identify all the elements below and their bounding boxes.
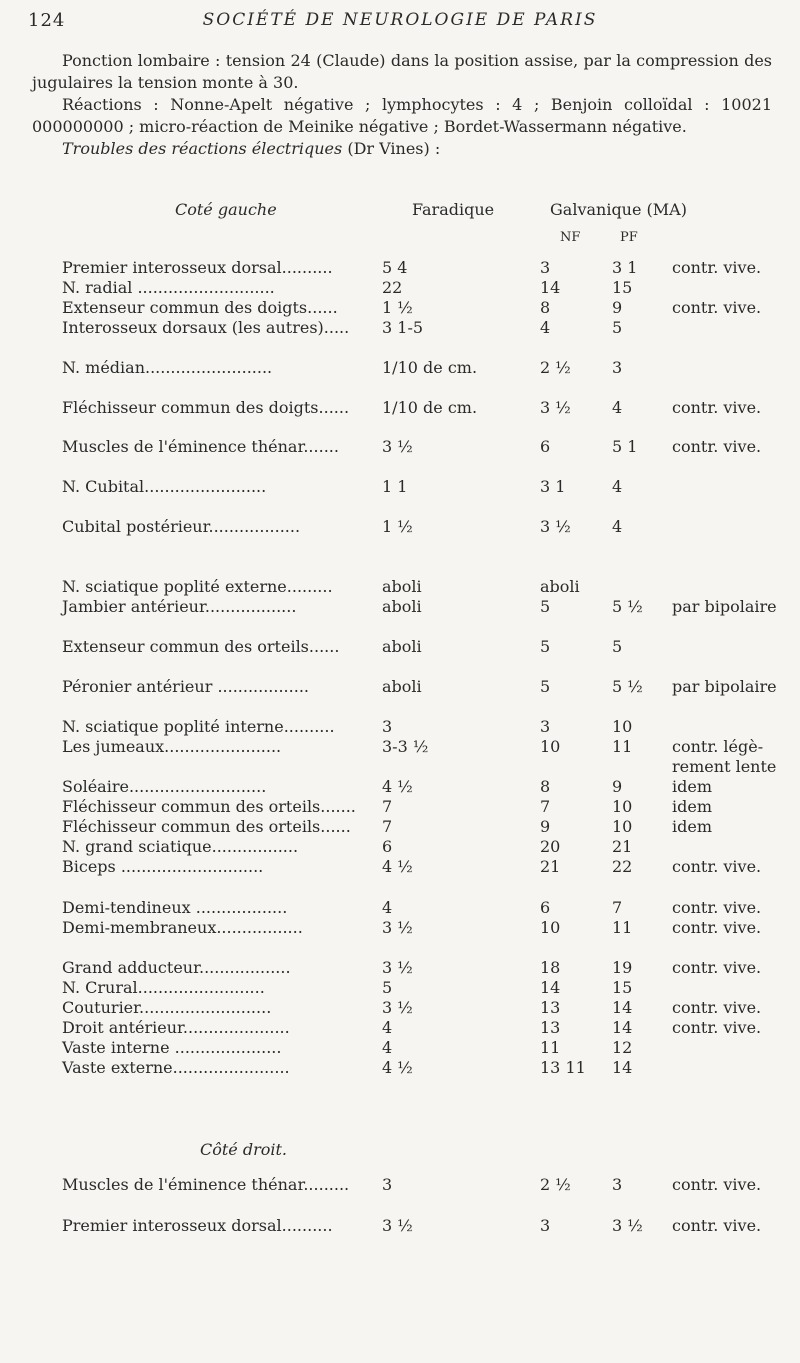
cell-label: N. sciatique poplité interne.......... — [62, 717, 335, 736]
cell-label: N. Cubital........................ — [62, 477, 267, 496]
cell-label: Extenseur commun des doigts...... — [62, 298, 338, 317]
cell-nf: 10 — [540, 737, 561, 756]
cell-nf: 2 ½ — [540, 1175, 571, 1194]
cell-note: rement lente — [672, 757, 777, 776]
cell-nf: 11 — [540, 1038, 561, 1057]
table-row — [0, 437, 800, 457]
table-row — [0, 258, 800, 278]
cell-pf: 3 1 — [612, 258, 638, 277]
cell-pf: 22 — [612, 857, 633, 876]
cell-nf: 7 — [540, 797, 551, 816]
cell-label: Droit antérieur..................... — [62, 1018, 290, 1037]
cell-label: Muscles de l'éminence thénar....... — [62, 437, 339, 456]
cell-nf: 13 — [540, 1018, 561, 1037]
cell-note: contr. vive. — [672, 898, 762, 917]
cell-label: Extenseur commun des orteils...... — [62, 637, 340, 656]
cell-pf: 5 — [612, 637, 623, 656]
cell-label: Fléchisseur commun des orteils....... — [62, 797, 356, 816]
cell-pf: 11 — [612, 918, 633, 937]
table-row — [0, 1038, 800, 1058]
table-row — [0, 797, 800, 817]
cell-pf: 4 — [612, 477, 623, 496]
cell-label: Biceps ............................ — [62, 857, 264, 876]
cell-nf: 14 — [540, 278, 561, 297]
cell-label: Fléchisseur commun des orteils...... — [62, 817, 351, 836]
cell-pf: 21 — [612, 837, 633, 856]
cell-label: Les jumeaux....................... — [62, 737, 282, 756]
cell-far: 3-3 ½ — [382, 737, 429, 756]
cell-pf: 15 — [612, 278, 633, 297]
intro-paragraph-3 — [32, 138, 772, 160]
cell-pf: 4 — [612, 398, 623, 417]
cell-far: 3 — [382, 1175, 393, 1194]
running-title: SOCIÉTÉ DE NEUROLOGIE DE PARIS — [202, 10, 598, 30]
cell-far: 4 — [382, 1038, 393, 1057]
cell-label: N. sciatique poplité externe......... — [62, 577, 333, 596]
cell-pf: 9 — [612, 298, 623, 317]
cell-nf: 13 11 — [540, 1058, 586, 1077]
cell-note: contr. vive. — [672, 258, 762, 277]
cell-far: 3 ½ — [382, 998, 413, 1017]
table-row — [0, 737, 800, 757]
cell-pf: 19 — [612, 958, 633, 977]
cell-label: Fléchisseur commun des doigts...... — [62, 398, 350, 417]
cell-far: 3 ½ — [382, 437, 413, 456]
cell-label: Jambier antérieur.................. — [62, 597, 297, 616]
cell-nf: 8 — [540, 777, 551, 796]
cell-pf: 14 — [612, 1018, 633, 1037]
cell-far: 3 ½ — [382, 1216, 413, 1235]
cell-label: Interosseux dorsaux (les autres)..... — [62, 318, 350, 337]
table-row — [0, 918, 800, 938]
cell-nf: 3 — [540, 717, 551, 736]
cell-nf: 6 — [540, 898, 551, 917]
cell-nf: 3 — [540, 258, 551, 277]
cell-pf: 11 — [612, 737, 633, 756]
cell-nf: 6 — [540, 437, 551, 456]
cell-far: 1 ½ — [382, 298, 413, 317]
cell-pf: 7 — [612, 898, 623, 917]
intro-italic-heading: Troubles des réactions électriques — [62, 139, 343, 158]
intro-paragraph-1: Ponction lombaire : tension 24 (Claude) dans la position assise, par la compression des jugulaires la tension monte à 30. — [32, 51, 772, 92]
cell-pf: 14 — [612, 998, 633, 1017]
cell-nf: 14 — [540, 978, 561, 997]
cell-nf: 13 — [540, 998, 561, 1017]
cell-label: Vaste externe....................... — [62, 1058, 290, 1077]
cell-label: Soléaire........................... — [62, 777, 267, 796]
table-row — [0, 318, 800, 338]
cell-note: contr. vive. — [672, 1018, 762, 1037]
cell-far: aboli — [382, 597, 422, 616]
cell-far: 1/10 de cm. — [382, 358, 478, 377]
table-row — [0, 477, 800, 497]
column-nf-header: NF — [560, 230, 581, 245]
cell-pf: 5 ½ — [612, 677, 643, 696]
table-row — [0, 1175, 800, 1195]
cell-far: 7 — [382, 817, 393, 836]
cell-pf: 3 — [612, 358, 623, 377]
cell-far: 5 — [382, 978, 393, 997]
cell-nf: 10 — [540, 918, 561, 937]
cell-nf: 5 — [540, 637, 551, 656]
cell-note: contr. vive. — [672, 918, 762, 937]
cell-label: Muscles de l'éminence thénar......... — [62, 1175, 350, 1194]
cell-nf: 2 ½ — [540, 358, 571, 377]
cell-label: N. grand sciatique................. — [62, 837, 299, 856]
cell-nf: 20 — [540, 837, 561, 856]
cell-note: contr. vive. — [672, 1216, 762, 1235]
cell-note: contr. vive. — [672, 1175, 762, 1194]
cell-note: par bipolaire — [672, 677, 777, 696]
cell-nf: 5 — [540, 677, 551, 696]
cell-far: aboli — [382, 677, 422, 696]
table-row — [0, 637, 800, 657]
cell-label: Vaste interne ..................... — [62, 1038, 282, 1057]
cell-pf: 9 — [612, 777, 623, 796]
cell-far: 3 ½ — [382, 918, 413, 937]
cell-far: 4 — [382, 1018, 393, 1037]
cell-note: contr. vive. — [672, 398, 762, 417]
table-row — [0, 358, 800, 378]
cell-far: 3 — [382, 717, 393, 736]
cell-label: N. radial ........................... — [62, 278, 275, 297]
table-row — [0, 677, 800, 697]
cell-nf: 18 — [540, 958, 561, 977]
page-header — [28, 6, 772, 34]
table-row — [0, 1018, 800, 1038]
right-side-title: Côté droit. — [200, 1140, 288, 1159]
table-row — [0, 757, 800, 777]
cell-far: aboli — [382, 637, 422, 656]
cell-label: Demi-membraneux................. — [62, 918, 303, 937]
cell-far: 6 — [382, 837, 393, 856]
table-row — [0, 898, 800, 918]
cell-note: idem — [672, 797, 712, 816]
page-number: 124 — [28, 10, 66, 31]
cell-note: contr. vive. — [672, 857, 762, 876]
cell-far: 4 ½ — [382, 777, 413, 796]
table-row — [0, 777, 800, 797]
cell-pf: 12 — [612, 1038, 633, 1057]
cell-nf: 21 — [540, 857, 561, 876]
table-row — [0, 278, 800, 298]
cell-far: 4 ½ — [382, 1058, 413, 1077]
intro-text — [32, 50, 772, 160]
cell-note: par bipolaire — [672, 597, 777, 616]
cell-pf: 3 — [612, 1175, 623, 1194]
cell-note: contr. vive. — [672, 958, 762, 977]
cell-label: Grand adducteur.................. — [62, 958, 291, 977]
table-row — [0, 577, 800, 597]
cell-label: Demi-tendineux .................. — [62, 898, 288, 917]
cell-far: 7 — [382, 797, 393, 816]
cell-nf: aboli — [540, 577, 580, 596]
cell-far: 1 1 — [382, 477, 408, 496]
cell-pf: 15 — [612, 978, 633, 997]
cell-note: contr. légè- — [672, 737, 764, 756]
table-row — [0, 998, 800, 1018]
cell-note: contr. vive. — [672, 437, 762, 456]
cell-nf: 5 — [540, 597, 551, 616]
table-row — [0, 298, 800, 318]
table-row — [0, 837, 800, 857]
cell-far: 22 — [382, 278, 403, 297]
table-row — [0, 717, 800, 737]
column-pf-header: PF — [620, 230, 638, 245]
cell-pf: 5 — [612, 318, 623, 337]
cell-note: idem — [672, 817, 712, 836]
cell-note: contr. vive. — [672, 998, 762, 1017]
cell-nf: 9 — [540, 817, 551, 836]
cell-note: idem — [672, 777, 712, 796]
cell-nf: 3 1 — [540, 477, 566, 496]
column-side-header: Coté gauche — [175, 200, 277, 219]
cell-pf: 14 — [612, 1058, 633, 1077]
cell-nf: 3 — [540, 1216, 551, 1235]
cell-label: N. médian......................... — [62, 358, 273, 377]
cell-nf: 4 — [540, 318, 551, 337]
cell-label: Premier interosseux dorsal.......... — [62, 258, 333, 277]
cell-label: N. Crural......................... — [62, 978, 265, 997]
cell-label: Couturier.......................... — [62, 998, 272, 1017]
table-row — [0, 958, 800, 978]
cell-far: aboli — [382, 577, 422, 596]
intro-paragraph-2: Réactions : Nonne-Apelt négative ; lymphocytes : 4 ; Benjoin colloïdal : 10021 000000000 ; micro-réaction de Meinike négative ; Bordet-Wassermann négative. — [32, 95, 772, 136]
cell-pf: 3 ½ — [612, 1216, 643, 1235]
cell-pf: 4 — [612, 517, 623, 536]
cell-far: 3 1-5 — [382, 318, 424, 337]
cell-pf: 10 — [612, 797, 633, 816]
cell-far: 1 ½ — [382, 517, 413, 536]
cell-pf: 5 1 — [612, 437, 638, 456]
table-row — [0, 978, 800, 998]
cell-pf: 10 — [612, 717, 633, 736]
column-galvanique-header: Galvanique (MA) — [550, 200, 687, 219]
electrical-reactions-table — [0, 200, 800, 1360]
table-row — [0, 1058, 800, 1078]
table-row — [0, 817, 800, 837]
table-row — [0, 597, 800, 617]
table-row — [0, 398, 800, 418]
table-row — [0, 517, 800, 537]
cell-label: Cubital postérieur.................. — [62, 517, 301, 536]
table-row — [0, 857, 800, 877]
cell-far: 4 ½ — [382, 857, 413, 876]
cell-pf: 5 ½ — [612, 597, 643, 616]
cell-far: 1/10 de cm. — [382, 398, 478, 417]
cell-note: contr. vive. — [672, 298, 762, 317]
cell-far: 4 — [382, 898, 393, 917]
cell-nf: 3 ½ — [540, 398, 571, 417]
cell-nf: 3 ½ — [540, 517, 571, 536]
intro-attribution: (Dr Vines) : — [342, 139, 441, 158]
cell-label: Péronier antérieur .................. — [62, 677, 309, 696]
cell-nf: 8 — [540, 298, 551, 317]
column-faradique-header: Faradique — [412, 200, 495, 219]
cell-pf: 10 — [612, 817, 633, 836]
cell-far: 5 4 — [382, 258, 408, 277]
table-row — [0, 1216, 800, 1236]
cell-far: 3 ½ — [382, 958, 413, 977]
cell-label: Premier interosseux dorsal.......... — [62, 1216, 333, 1235]
